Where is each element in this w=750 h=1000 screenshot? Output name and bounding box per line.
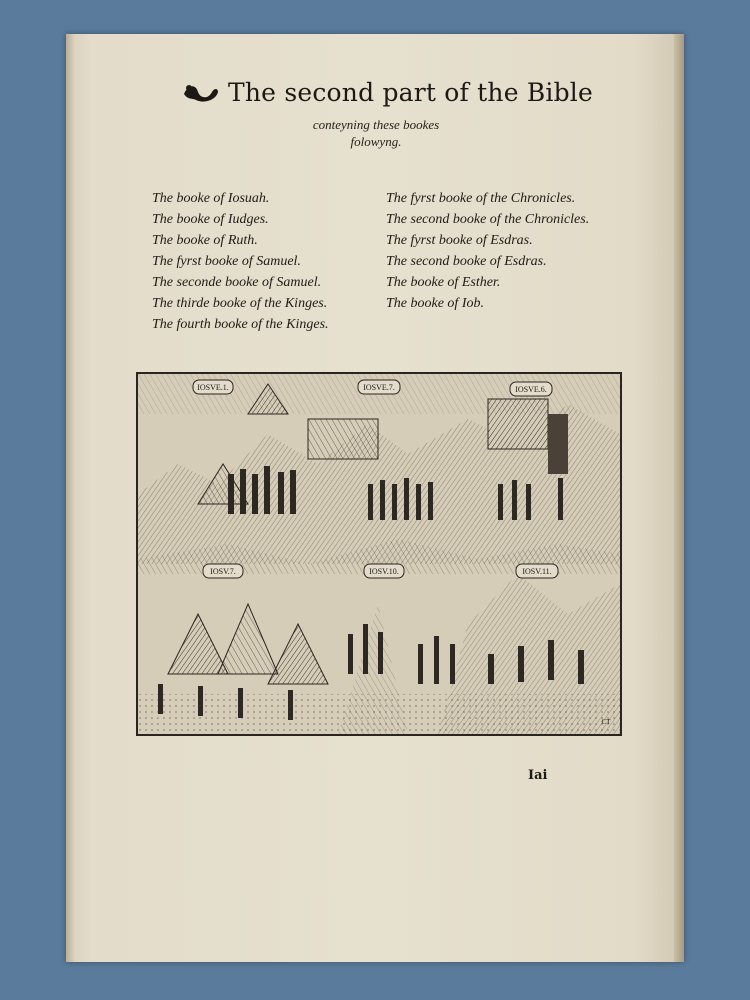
list-item: The booke of Iudges.: [152, 212, 269, 227]
list-item: The second booke of the Chronicles.: [386, 212, 590, 227]
list-item: The booke of Iob.: [386, 296, 484, 311]
woodcut-illustration: [136, 372, 622, 736]
subtitle-line-1: conteyning these bookes: [312, 117, 440, 132]
page-gutter: [66, 34, 74, 962]
page-title-row: [182, 74, 602, 110]
page-title: The second part of the Bible: [228, 77, 593, 107]
list-item: The booke of Iosuah.: [152, 191, 270, 206]
catchword: Iai: [528, 768, 548, 783]
fleuron-icon: [182, 80, 220, 104]
woodcut-label: IOSVE.1.: [197, 383, 229, 392]
woodcut-label: IOSV.10.: [369, 567, 399, 576]
page-subtitle: [256, 116, 496, 150]
list-item: The fourth booke of the Kinges.: [152, 317, 329, 332]
list-item: The fyrst booke of the Chronicles.: [386, 191, 576, 206]
list-item: The fyrst booke of Samuel.: [152, 254, 301, 269]
list-item: The booke of Esther.: [386, 275, 501, 290]
woodcut-label: IOSVE.7.: [363, 383, 395, 392]
book-list-right: [386, 188, 589, 314]
woodcut-label: IOSVE.6.: [515, 385, 547, 394]
list-item: The fyrst booke of Esdras.: [386, 233, 533, 248]
book-page: [66, 34, 684, 962]
woodcut-label: IOSV.11.: [522, 567, 552, 576]
subtitle-line-2: folowyng.: [350, 134, 402, 149]
list-item: The second booke of Esdras.: [386, 254, 547, 269]
woodcut-monogram: CT: [601, 718, 611, 726]
woodcut-label: IOSV.7.: [210, 567, 236, 576]
list-item: The thirde booke of the Kinges.: [152, 296, 328, 311]
page-fore-edge: [674, 34, 684, 962]
woodcut-scene: [138, 374, 620, 734]
book-list-left: [152, 188, 329, 335]
list-item: The booke of Ruth.: [152, 233, 258, 248]
list-item: The seconde booke of Samuel.: [152, 275, 322, 290]
